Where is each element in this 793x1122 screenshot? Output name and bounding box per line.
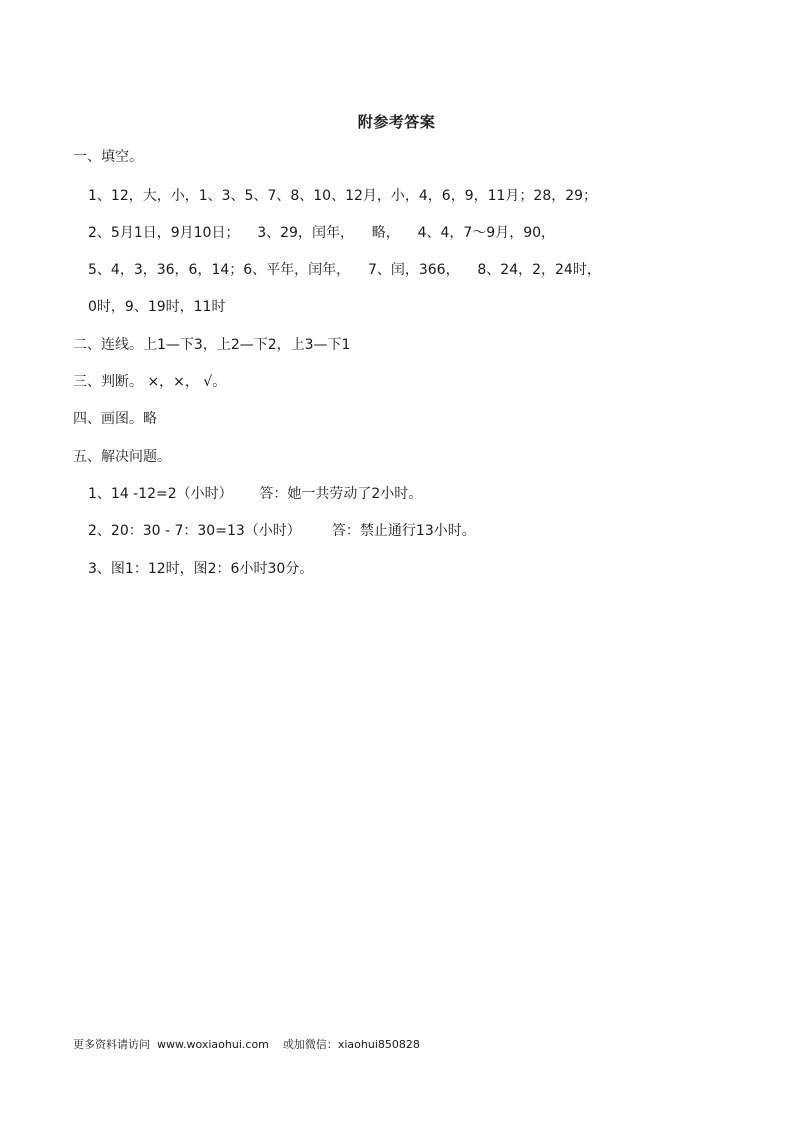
- section-2-heading: 二、连线。上1—下3，上2—下2，上3—下1: [73, 337, 351, 353]
- section-1-line-4: 0时，9、19时，11时: [88, 299, 226, 315]
- page-footer: 更多资料请访问 www.woxiaohui.com 或加微信：xiaohui850828: [73, 1038, 420, 1051]
- section-5-line-2: 2、20：30 - 7：30=13（小时） 答：禁止通行13小时。: [88, 523, 476, 539]
- page-title: 附参考答案: [357, 113, 436, 131]
- section-4-heading: 四、画图。略: [73, 411, 157, 427]
- section-5-line-1: 1、14 -12=2（小时） 答：她一共劳动了2小时。: [88, 486, 423, 502]
- section-1-heading: 一、填空。: [73, 149, 143, 165]
- section-3-heading: 三、判断。 ×，×， √。: [73, 374, 227, 390]
- section-1-line-1: 1、12，大，小，1、3、5、7、8、10、12月，小，4，6，9，11月；28，29；: [88, 188, 598, 204]
- section-5-line-3: 3、图1：12时，图2：6小时30分。: [88, 561, 314, 577]
- section-5-heading: 五、解决问题。: [73, 449, 171, 465]
- section-1-line-3: 5、4，3，36，6，14；6、平年，闰年， 7、闰，366， 8、24，2，24时，: [88, 262, 601, 278]
- section-1-line-2: 2、5月1日，9月10日； 3、29，闰年， 略， 4、4，7～9月，90，: [88, 225, 556, 241]
